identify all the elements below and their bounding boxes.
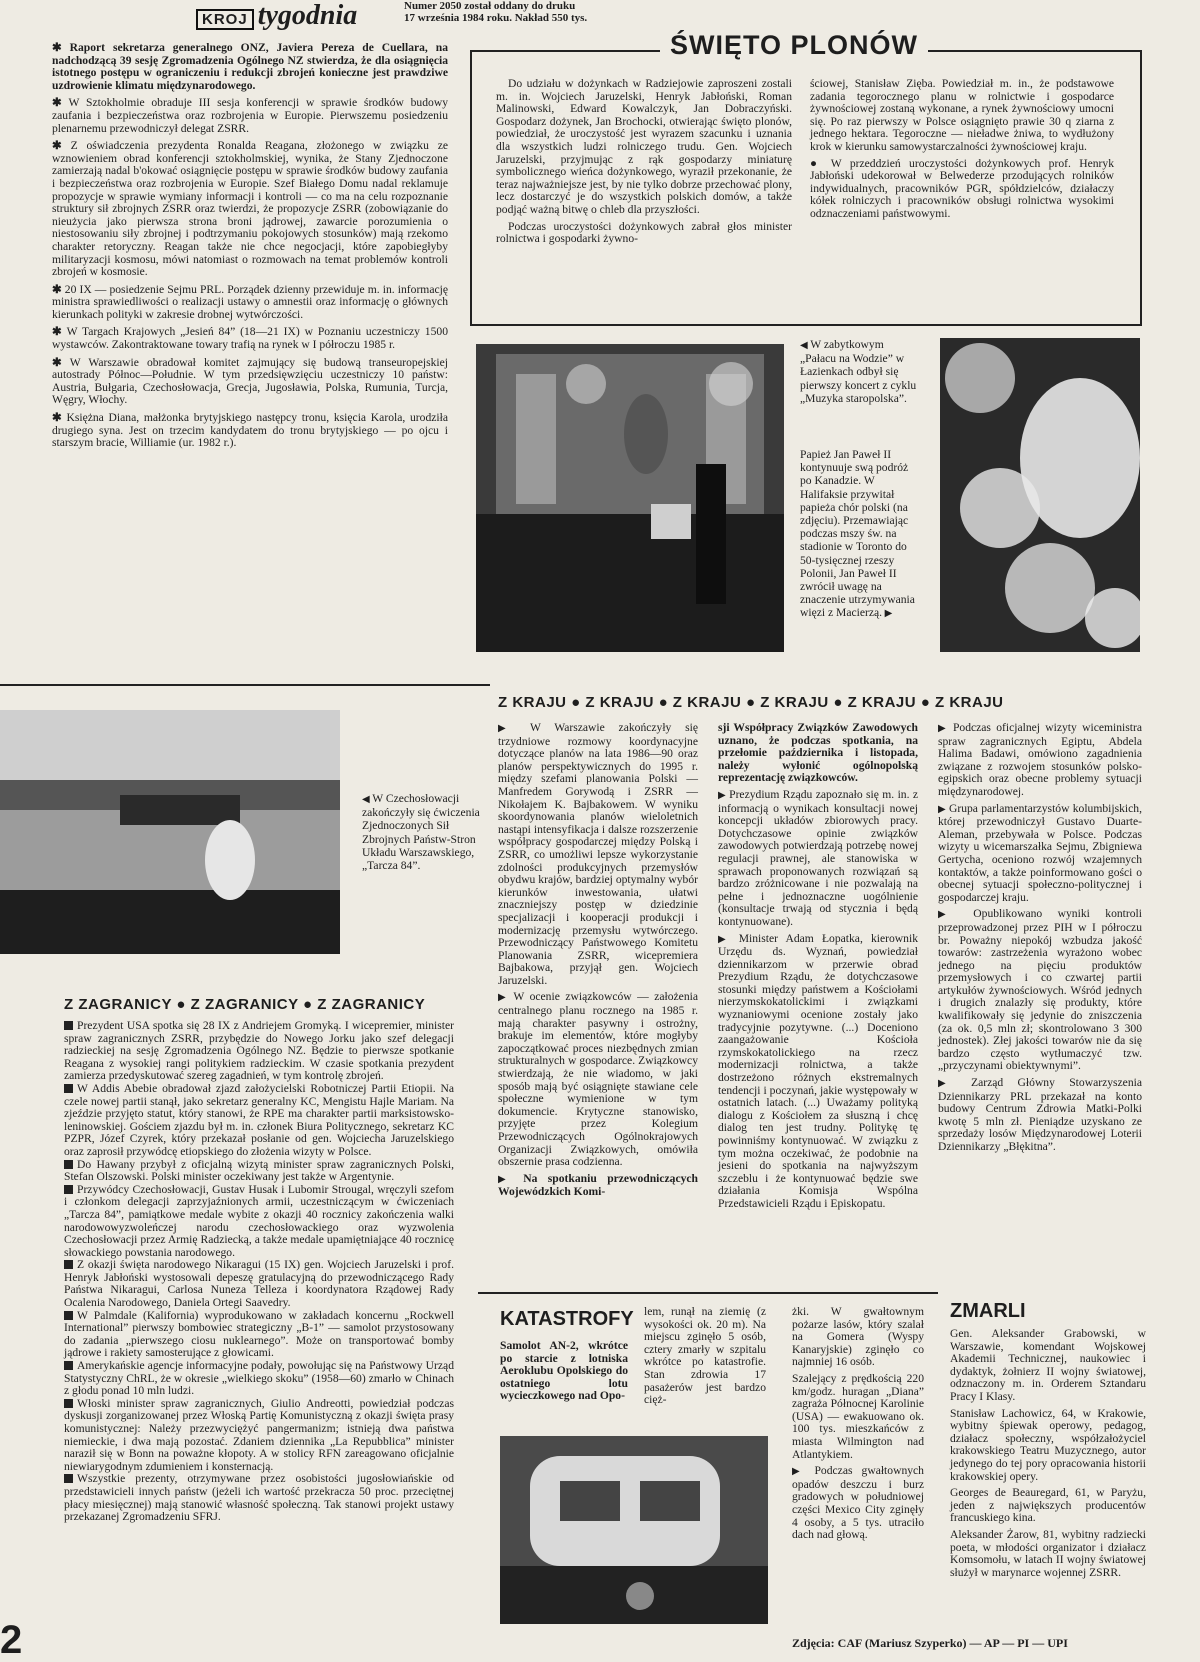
tank-exercise-photo <box>0 710 340 954</box>
obituary-item: Gen. Aleksander Grabowski, w Warszawie, komendant Wojskowej Akademii Technicznej, naukowiec i dydaktyk, żołnierz II wojny światowej, odznaczony m. in. Orderem Sztandaru Pracy I Klasy. <box>950 1327 1146 1403</box>
wreck-photo <box>500 1436 768 1624</box>
news-item: ✱ W Warszawie obradował komitet zajmujący się budową transeuropejskiej autostrady Północ—Południe. W tym przedsięwzięciu uczestniczy 10 państw: Austria, Bułgaria, Czechosłowacja, Grecja, Jugosławia, Polska, Rumunia, Turcja, Węgry, Włochy. <box>52 355 448 407</box>
z-zagranicy-column <box>64 1020 454 1524</box>
news-item: Przywódcy Czechosłowacji, Gustav Husak i Lubomir Strougal, wręczyli szefom i członkom delegacji zaprzyjaźnionych armii, uczestniczącym w ćwiczeniach „Tarcza 84”, pamiątkowe medale wybite z okazji 40 rocznicy zakończenia walki narodowowyzwoleńczej narodu czechosłowackiego oraz wyzwolenia Czechosłowacji przez Armię Radziecką, a także medale upamiętniające 40 rocznicę słowackiego powstania narodowego. <box>64 1182 454 1259</box>
tank-caption: ◀ W Czechosłowacji zakończyły się ćwiczenia Zjednoczonych Sił Zbrojnych Państw-Stron Układu Warszawskiego, „Tarcza 84”. <box>362 792 480 873</box>
news-item: W Addis Abebie obradował zjazd założycielski Robotniczej Partii Etiopii. Na czele nowej partii stanął, jako sekretarz generalny KC, Mengistu Hajle Mariam. Na zjeździe przyjęto statut, który stanowi, że RPE ma charakter partii marksistowsko-leninowskiej. Gościem zjazdu był m. in. członek Biura Politycznego, sekretarz KC PZPR, Józef Czyrek, który przekazał posłanie od gen. Wojciecha Jaruzelskiego oraz zaprosił przywódcę etiopskiego do złożenia wizyty w Polsce. <box>64 1081 454 1158</box>
news-item: Wszystkie prezenty, otrzymywane przez osobistości jugosłowiańskie od przedstawicieli innych państw (jeżeli ich wartość przekracza 50 proc. przeciętnej płacy miesięcznej) mają stanowić własność społeczną. Tak stanowi projekt ustawy przekazanej Zgromadzeniu SFRJ. <box>64 1472 454 1524</box>
obituary-item: Aleksander Żarow, 81, wybitny radziecki poeta, w młodości organizator i działacz Komsomołu, w latach II wojny światowej służył w marynarce wojennej ZSRR. <box>950 1527 1146 1579</box>
photo-credits: Zdjęcia: CAF (Mariusz Szyperko) — AP — PI — UPI <box>792 1636 1068 1650</box>
news-item: Włoski minister spraw zagranicznych, Giulio Andreotti, powiedział podczas dyskusji zorganizowanej przez Włoską Partię Komunistyczną z okazji święta prasy komunistycznej: Należy przezwyciężyć pangermanizm; istnieją dwa państwa niemieckie, i dwa mają pozostać. Zdaniem dziennika „La Repubblica” minister naraził się w Bonn na poważne kłopoty. A w stolicy RFN zareagowano oficjalnie niewiarygodnym zdumieniem i konsternacją. <box>64 1396 454 1473</box>
z-kraju-col-3 <box>938 722 1142 1154</box>
news-item: ▶ W Warszawie zakończyły się trzydniowe rozmowy koordynacyjne dotyczące planów na lata 1986—90 oraz planów perspektywicznych do 1995 r. między szefami planowania Polski — Manfredem Gorywodą i ZSRR — Nikołajem K. Bajbakowem. W wyniku skoordynowania planów wieloletnich nastąpi intensyfikacja i dalsze rozszerzenie współpracy gospodarczej między Polską i ZSRR, co umożliwi lepsze wykorzystanie zdolności produkcyjnych przemysłów obydwu krajów, bardziej optymalny wybór kierunków inwestowania, ułatwi znaczniejszy postęp w dziedzinie specjalizacji i kooperacji produkcji i modernizację przemysłu wytwórczego. Przewodniczący Państwowego Komitetu Planowania ZSRR, wicepremiera Bajbakowa, przyjął gen. Wojciech Jaruzelski. <box>498 721 698 987</box>
z-kraju-header: Z KRAJU ● Z KRAJU ● Z KRAJU ● Z KRAJU ● Z KRAJU ● Z KRAJU <box>498 694 1004 711</box>
news-item: ✱ Z oświadczenia prezydenta Ronalda Reagana, złożonego w związku ze wznowieniem obrad konferencji sztokholmskiej, wynika, że Stany Zjednoczone zamierzają nadal b'okować osiągnięcie postępu w sprawie środków budowy zaufania i bezpieczeństwa oraz rozbrojenia w Europie. Szef Białego Domu nadal reklamuje propozycje w sprawie wymiany informacji i kontroli — co ma na celu rozpoznanie struktury sił zbrojnych ZSRR oraz twierdzi, że propozycje ZSRR (zobowiązanie do nieużycia jako pierwsza strona broni jądrowej, zawarcie porozumienia o niestosowaniu siły zbrojnej i podtrzymaniu pokojowych stosunków) mają rzekomo charakter retoryczny. Reagan także nie chce negocjacji, które zapobiegłyby militaryzacji kosmosu, mówi natomiast o rozmowach na temat problemów kontroli zbrojeń w kosmosie. <box>52 139 448 279</box>
issue-line-1: Numer 2050 został oddany do druku <box>404 0 576 12</box>
palace-caption: ◀ W zabytkowym „Pałacu na Wodzie” w Łazienkach odbył się pierwszy koncert z cyklu „Muzyka staropolska”. <box>800 338 917 405</box>
swieto-title: ŚWIĘTO PLONÓW <box>660 30 928 61</box>
news-item: ✱ Raport sekretarza generalnego ONZ, Javiera Pereza de Cuellara, na nadchodzącą 39 sesję Zgromadzenia Ogólnego NZ stwierdza, że dla osiągnięcia istotnego postępu w ograniczeniu i redukcji zbrojeń konieczne jest prawdziwe uzdrowienie klimatu międzynarodowego. <box>52 41 448 92</box>
news-item: ▶ Prezydium Rządu zapoznało się m. in. z informacją o wynikach konsultacji nowej koncepcji układów zbiorowych pracy. Dotychczasowe opinie związków zawodowych potwierdzają potrzebę nowej regulacji prawnej, ale stanowiska w sprawach proponowanych rozwiązań są bardzo zróżnicowane i nie pozwalają na pełne i jednoznaczne uogólnienie (konsultacje trwają od stycznia i będą kontynuowane). <box>718 787 918 928</box>
news-item: ▶ Na spotkaniu przewodniczących Wojewódzkich Komi- <box>498 1171 698 1199</box>
news-item: ▶ Opublikowano wyniki kontroli przeprowadzonej przez PIH w I półroczu br. Poważny niepokój wzbudza jakość towarów: zastrzeżenia wyrażono wobec jednego na pięciu produktów przemysłowych i co czwartej partii artykułów żywnościowych. Wśród jednych i drugich znalazły się produkty, które kwalifikowały się jedynie do zniszczenia (za ok. 0,5 mln zł; skontrolowano 3 300 jednostek). Złej jakości towarów nie da się bardzo często wytłumaczyć tzw. „przyczynami obiektywnymi”. <box>938 907 1142 1073</box>
swieto-paragraph: Do udziału w dożynkach w Radziejowie zaproszeni zostali m. in. Wojciech Jaruzelski, Henryk Jabłoński, Roman Malinowski, Edward Kowalczyk, Jan Dobraczyński. Gospodarz dożynek, Jan Brochocki, otwierając święto plonów, powiedział, że uroczystość jest wyrazem szacunku i uznania dla wszystkich ludzi rolniczego trudu. Gen. Wojciech Jaruzelski, przyjmując z rąk gospodarzy miniaturę symbolicznego wieńca dożynkowego, wyraził przekonanie, że teraz najważniejsze jest, by nie tylko dobrze przechować plony, lecz dostarczyć je do wszystkich polskich domów, a także podjąć ważną bitwę o chleb dla przyszłości. <box>496 77 792 216</box>
katastrofy-rule <box>478 1292 938 1294</box>
news-item: Z okazji święta narodowego Nikaragui (15 IX) gen. Wojciech Jaruzelski i prof. Henryk Jabłoński wystosowali depeszę gratulacyjną do przewodniczącego Rady Państwa Nikaragui, Carlosa Nuneza Telleza i koordynatora Rządowej Rady Ocalenia Narodowego, Daniela Ortegi Saavedry. <box>64 1258 454 1310</box>
divider <box>0 684 490 686</box>
left-news-column <box>52 42 448 450</box>
page-number: 2 <box>0 1618 23 1662</box>
pope-photo <box>940 338 1140 652</box>
news-item: ▶ Zarząd Główny Stowarzyszenia Dziennikarzy PRL przekazał na konto budowy Centrum Zdrowia Matki-Polki kwotę 5 mln zł. Pieniądze uzyskano ze sprzedaży losów Międzynarodowej Loterii Dziennikarzy „Błękitna”. <box>938 1076 1142 1153</box>
news-item: ▶ Minister Adam Łopatka, kierownik Urzędu ds. Wyznań, powiedział dziennikarzom w przerwie obrad Prezydium Rządu, że dotychczasowe stosunki między państwem a Kościołami nierzymskokatolickimi i związkami wyznaniowymi ocenione zostały jako tradycyjnie pozytywne. (...) Doceniono zaangażowanie Kościoła rzymskokatolickiego na rzecz modernizacji rolnictwa, a także dostrzeżono różnych ekstremalnych tendencji i poczynań, jakie występowały w ostatnich latach. (...) Uważamy polityką dialogu z Kościołem za słuszną i chcę dialog ten jest trudny. Politykę tę powinniśmy kontynuować. W związku z tym można oczekiwać, że podobnie na jesieni do spotkania na najwyższym szczeblu i że kontynuować będzie swe działania Komisja Wspólna Przedstawicieli Rządu i Episkopatu. <box>718 931 918 1210</box>
zmarli-column <box>950 1328 1146 1579</box>
news-item: Do Hawany przybył z oficjalną wizytą minister spraw zagranicznych Polski, Stefan Olszowski. Polski minister oczekiwany jest także w Argentynie. <box>64 1157 454 1184</box>
news-item: ▶ Podczas oficjalnej wizyty wiceministra spraw zagranicznych Egiptu, Abdela Halima Badawi, omówiono zagadnienia związane z rozwojem stosunków polsko-egipskich oraz obecne problemy sytuacji międzynarodowej. <box>938 721 1142 798</box>
news-item: ✱ Księżna Diana, małżonka brytyjskiego następcy tronu, księcia Karola, urodziła drugiego syna. Jest on trzecim kandydatem do tronu brytyjskiego — po ojcu i starszym bracie, Williamie (ur. 1982 r.). <box>52 411 448 450</box>
z-kraju-col-1 <box>498 722 698 1199</box>
news-item: sji Współpracy Związków Zawodowych uznano, że podczas spotkania, na przełomie października i listopada, należy wyłonić ogólnopolską reprezentację związkowców. <box>718 721 918 785</box>
news-item: ✱ W Sztokholmie obraduje III sesja konferencji w sprawie środków budowy zaufania i bezpieczeństwa oraz rozbrojenia w Europie. Pierwszemu posiedzeniu plenarnemu przewodniczył delegat ZSRR. <box>52 96 448 135</box>
news-item: ▶ W ocenie związkowców — założenia centralnego planu rocznego na 1985 r. mają charakter pasywny i ostrożny, brakuje im elementów, które mogłyby zapoczątkować proces niezbędnych zmian strukturalnych w gospodarce. Związkowcy stwierdzają, że nie wiadomo, w jaki sposób mają być osiągnięte stawiane cele społeczne wymienione w tym dokumencie. Krytyczne stanowisko, przyjęte przez Kolegium Przewodniczących Ogólnokrajowych Organizacji Związkowych, omówiła obszernie prasa codzienna. <box>498 990 698 1169</box>
swieto-paragraph: ściowej, Stanisław Zięba. Powiedział m. in., że podstawowe zadania tegorocznego planu w rolnictwie i gospodarce żywnościowej zostaną wykonane, a rynek żywnościowy umocni się. Po raz pierwszy w Polsce osiągnięto prawie 30 q ziarna z jednego hektara. Tegoroczne — nieładwe żniwa, to wydłużony krok w kierunku samowystarczalności żywnościowej kraju. <box>810 77 1114 153</box>
katastrofy-title: KATASTROFY <box>500 1308 634 1330</box>
katastrofy-col-2: lem, runął na ziemię (z wysokości ok. 20 m). Na miejscu zginęło 5 osób, cztery zmarły w szpitalu wkrótce po katastrofie. Stan zdrowia 17 pasażerów jest bardzo cięż- <box>644 1305 766 1407</box>
zmarli-title: ZMARLI <box>950 1300 1026 1322</box>
swieto-col-2: ściowej, Stanisław Zięba. Powiedział m. in., że podstawowe zadania tegorocznego planu w rolnictwie i gospodarce żywnościowej zostaną wykonane, a rynek żywnościowy umocni się. Po raz pierwszy w Polsce osiągnięto prawie 30 q ziarna z jednego hektara. Tegoroczne — nieładwe żniwa, to wydłużony krok w kierunku samowystarczalności żywnościowej kraju. ● W przeddzień uroczystości dożynkowych prof. Henryk Jabłoński udekorował w Belwederze przodujących rolników indywidualnych, pracowników PGR, spółdzielców, działaczy kółek rolniczych i pracowników obsługi rolnictwa wysokimi odznaczeniami państwowymi. <box>810 77 1114 220</box>
swieto-col-1 <box>496 78 792 246</box>
news-item: ✱ 20 IX — posiedzenie Sejmu PRL. Porządek dzienny przewiduje m. in. informację ministra sprawiedliwości o realizacji ustawy o amnestii oraz informację o głównych kierunkach polityki w zakresie drobnej wytwórczości. <box>52 282 448 321</box>
obituary-item: Stanisław Lachowicz, 64, w Krakowie, wybitny śpiewak operowy, pedagog, działacz społeczny, współzałożyciel krakowskiego Teatru Muzycznego, autor jedynego do tej pory opracowania historii krakowskiej opery. <box>950 1406 1146 1483</box>
obituary-item: Georges de Beauregard, 61, w Paryżu, jeden z największych producentów francuskiego kina. <box>950 1486 1146 1525</box>
news-item: ▶ Grupa parlamentarzystów kolumbijskich, której przewodniczył Gustavo Duarte-Aleman, przebywała w Polsce. Podczas wizyty u wicemarszałka Sejmu, Zbigniewa Gertycha, oceniono rozwój wzajemnych kontaktów, a także poinformowano gości o obecnej sytuacji społeczno-politycznej i gospodarczej kraju. <box>938 801 1142 904</box>
swieto-paragraph: W przeddzień uroczystości dożynkowych prof. Henryk Jabłoński udekorował w Belwederze przodujących rolników indywidualnych, pracowników PGR, spółdzielców, działaczy kółek rolniczych i pracowników obsługi rolnictwa wysokimi odznaczeniami państwowymi. <box>810 156 1114 220</box>
masthead-logo <box>196 0 357 32</box>
katastrofy-col-3: żki. W gwałtownym pożarze lasów, który szalał na Gomera (Wyspy Kanaryjskie) zginęło co najmniej 16 osób. Szalejący z prędkością 220 km/godz. huragan „Diana” zagraża Północnej Karolinie (USA) — ewakuowano ok. 100 tys. mieszkańców z miasta Wilmington nad Atlantykiem. ▶ Podczas gwałtownych opadów deszczu i burz gradowych w południowej części Mexico City zginęły 4 osoby, a 5 tys. utraciło dach nad głową. <box>792 1305 924 1542</box>
z-zagranicy-header: Z ZAGRANICY ● Z ZAGRANICY ● Z ZAGRANICY <box>64 996 426 1013</box>
palace-concert-photo <box>476 344 784 652</box>
news-item: ✱ W Targach Krajowych „Jesień 84” (18—21 IX) w Poznaniu uczestniczy 1500 wystawców. Zakontraktowane towary trafią na rynek w I półroczu 1985 r. <box>52 325 448 352</box>
katastrofy-col-1: Samolot AN-2, wkrótce po starcie z lotniska Aeroklubu Opolskiego do ostatniego lotu wycieczkowego nad Opo- <box>500 1339 628 1403</box>
z-kraju-col-2 <box>718 722 918 1211</box>
logo-box: KROJ <box>196 9 254 30</box>
news-item: Amerykańskie agencje informacyjne podały, powołując się na Państwowy Urząd Statystyczny ChRL, że w okresie „wielkiego skoku” (1958—60) zmarło w Chinach z głodu ponad 10 mln ludzi. <box>64 1359 454 1398</box>
news-item: W Palmdale (Kalifornia) wyprodukowano w zakładach koncernu „Rockwell International” pierwszy bombowiec strategiczny „B-1” — samolot przystosowany do zadania „pierwszego ciosu nuklearnego”. Może on transportować bomby jądrowe i rakiety samosterujące z głowicami. <box>64 1308 454 1360</box>
pope-caption: Papież Jan Paweł II kontynuuje swą podróż po Kanadzie. W Halifaksie przywitał papieża chór polski (na zdjęciu). Przemawiając podczas mszy św. na stadionie w Toronto do 50-tysięcznej rzeszy Polonii, Jan Paweł II zwrócił uwagę na znaczenie utrzymywania więzi z Macierzą. ▶ <box>800 448 915 620</box>
logo-script: tygodnia <box>257 0 358 31</box>
news-item: Prezydent USA spotka się 28 IX z Andriejem Gromyką. I wicepremier, minister spraw zagranicznych ZSRR, przybędzie do Nowego Jorku jako szef delegacji radzieckiej na sesję Zgromadzenia Ogólnego NZ. Będzie to pierwsze spotkanie Reagana z wysokiej rangi politykiem radzieckim. W czasie spotkania prezydent zamierza przedyskutować szereg zagadnień, w tym kontrolę zbrojeń. <box>64 1019 454 1083</box>
issue-info <box>404 0 704 24</box>
swieto-paragraph: Podczas uroczystości dożynkowych zabrał głos minister rolnictwa i gospodarki żywno- <box>496 219 792 246</box>
issue-line-2: 17 września 1984 roku. Nakład 550 tys. <box>404 12 588 24</box>
